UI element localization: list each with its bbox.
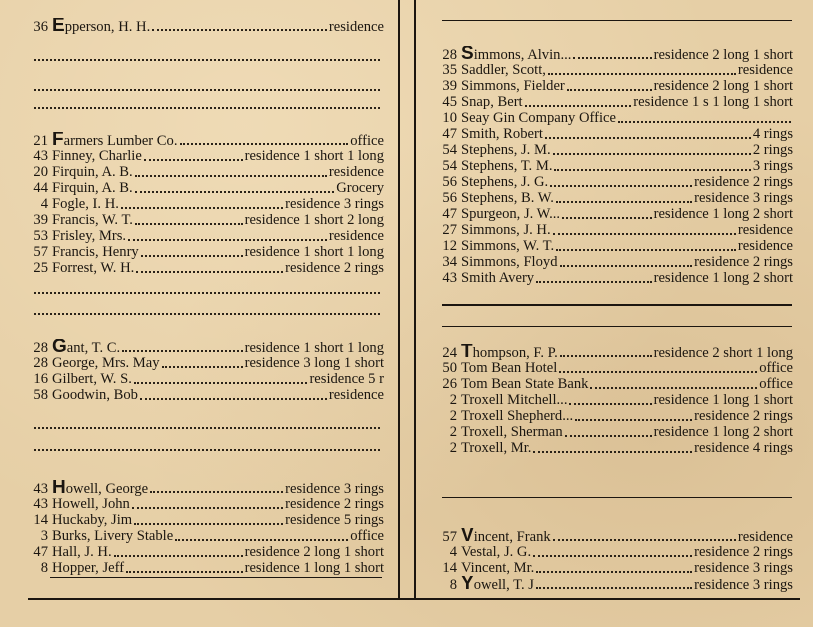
phone-number: 12 (442, 238, 457, 254)
subscriber-name: Finney, Charlie (52, 148, 142, 164)
phone-number: 39 (33, 212, 48, 228)
dot-leader (135, 171, 327, 177)
phone-number: 24 (442, 345, 457, 360)
phone-number: 39 (442, 78, 457, 94)
dot-leader (560, 351, 652, 357)
phone-number: 47 (33, 544, 48, 560)
directory-entry (437, 174, 793, 190)
ring-info: office (759, 376, 793, 392)
phone-number: 54 (442, 158, 457, 174)
ring-info: 2 rings (752, 142, 793, 158)
dot-leader (559, 367, 757, 373)
dot-leader (34, 427, 380, 429)
phone-number: 47 (442, 206, 457, 222)
blank-entry-line (28, 283, 384, 299)
blank-entry-line (28, 50, 384, 66)
subscriber-name: Stephens, T. M. (461, 158, 553, 174)
directory-entry (28, 544, 384, 560)
section-rule (442, 497, 792, 498)
ring-info: residence (328, 387, 384, 403)
subscriber-name: Seay Gin Company Office (461, 110, 616, 126)
ring-info: residence 3 rings (694, 577, 793, 592)
subscriber-name: Troxell, Mr. (461, 440, 532, 456)
directory-entry (437, 94, 793, 110)
ring-info: 3 rings (752, 158, 793, 174)
ring-info: residence 1 short 1 long (244, 244, 384, 260)
phone-number: 21 (33, 133, 48, 148)
dot-leader (560, 261, 693, 267)
phone-number: 56 (442, 190, 457, 206)
directory-entry (28, 560, 384, 576)
section-rule (442, 304, 792, 306)
ring-info: residence (328, 19, 384, 34)
phone-number: 43 (33, 148, 48, 164)
phone-number: 2 (449, 440, 457, 456)
subscriber-name: Stephens, J. M. (461, 142, 551, 158)
subscriber-name: Frisley, Mrs. (52, 228, 127, 244)
directory-entry (28, 512, 384, 528)
dot-leader (152, 25, 327, 31)
ring-info: residence 3 rings (285, 196, 384, 212)
section-initial: F (52, 132, 64, 148)
phone-number: 20 (33, 164, 48, 180)
subscriber-name: Smith Avery (461, 270, 535, 286)
ring-info: residence 1 long 2 short (653, 270, 793, 286)
phone-number: 28 (442, 47, 457, 62)
subscriber-name: Francis, W. T. (52, 212, 133, 228)
dot-leader (135, 187, 335, 193)
section-rule (442, 20, 792, 21)
ring-info: residence (737, 62, 793, 78)
dot-leader (128, 235, 327, 241)
phone-number: 34 (442, 254, 457, 270)
section-initial: G (52, 339, 67, 355)
subscriber-name: Saddler, Scott, (461, 62, 546, 78)
ring-info: residence 3 rings (694, 190, 793, 206)
phone-number: 26 (442, 376, 457, 392)
dot-leader (162, 362, 243, 368)
directory-entry (28, 371, 384, 387)
page-bottom-rule (28, 598, 800, 600)
ring-info: residence 2 rings (285, 260, 384, 276)
subscriber-name: Goodwin, Bob (52, 387, 138, 403)
column-divider (398, 0, 400, 598)
dot-leader (554, 165, 750, 171)
subscriber-name: Firquin, A. B. (52, 180, 133, 196)
dot-leader (553, 229, 736, 235)
ring-info: residence 2 rings (694, 174, 793, 190)
dot-leader (548, 69, 736, 75)
dot-leader (562, 213, 652, 219)
phone-number: 28 (33, 340, 48, 355)
subscriber-name: Yowell, T. J (461, 576, 534, 592)
ring-info: residence 2 rings (285, 496, 384, 512)
directory-entry (28, 228, 384, 244)
phone-number: 54 (442, 142, 457, 158)
subscriber-name: Simmons, J. H. (461, 222, 551, 238)
ring-info: residence 5 rings (285, 512, 384, 528)
directory-entry (437, 424, 793, 440)
directory-entry (437, 270, 793, 286)
directory-entry (28, 260, 384, 276)
dot-leader (134, 378, 308, 384)
dot-leader (553, 535, 736, 541)
subscriber-name: Forrest, W. H. (52, 260, 135, 276)
directory-entry (28, 164, 384, 180)
dot-leader (567, 85, 652, 91)
subscriber-name: Tom Bean State Bank (461, 376, 589, 392)
directory-entry (437, 560, 793, 576)
phone-number: 14 (33, 512, 48, 528)
dot-leader (150, 487, 283, 493)
dot-leader (533, 551, 692, 557)
ring-info: Grocery (336, 180, 384, 196)
subscriber-name: Spurgeon, J. W... (461, 206, 561, 222)
ring-info: residence 1 short 1 long (244, 148, 384, 164)
ring-info: residence 1 short 2 long (244, 212, 384, 228)
directory-entry (437, 544, 793, 560)
directory-entry (28, 212, 384, 228)
subscriber-name: Troxell Mitchell... (461, 392, 568, 408)
ring-info: residence (328, 228, 384, 244)
directory-entry (437, 110, 793, 126)
directory-entry (28, 339, 384, 355)
dot-leader (126, 567, 242, 573)
subscriber-name: Hopper, Jeff (52, 560, 125, 576)
section-initial: E (52, 18, 65, 34)
phone-number: 16 (33, 371, 48, 387)
phone-number: 2 (449, 392, 457, 408)
ring-info: residence (328, 164, 384, 180)
dot-leader (180, 139, 349, 145)
ring-info: residence 1 long 1 short (244, 560, 384, 576)
subscriber-name: Thompson, F. P. (461, 344, 558, 360)
directory-entry (437, 126, 793, 142)
subscriber-name: Tom Bean Hotel (461, 360, 558, 376)
section-initial: T (461, 344, 473, 360)
subscriber-name: Epperson, H. H. (52, 18, 150, 34)
directory-entry (437, 46, 793, 62)
directory-entry (28, 244, 384, 260)
phone-number: 25 (33, 260, 48, 276)
section-rule (50, 577, 382, 578)
subscriber-name: George, Mrs. May (52, 355, 160, 371)
dot-leader (140, 394, 327, 400)
ring-info: residence (737, 238, 793, 254)
dot-leader (525, 101, 632, 107)
subscriber-name: Troxell, Sherman (461, 424, 563, 440)
ring-info: residence 5 r (309, 371, 384, 387)
dot-leader (536, 567, 692, 573)
dot-leader (565, 431, 652, 437)
ring-info: residence 3 rings (285, 481, 384, 496)
directory-entry (437, 360, 793, 376)
subscriber-name: Francis, Henry (52, 244, 139, 260)
ring-info: residence (737, 222, 793, 238)
phone-number: 27 (442, 222, 457, 238)
dot-leader (545, 133, 751, 139)
dot-leader (122, 346, 242, 352)
subscriber-name: Vestal, J. G. (461, 544, 532, 560)
subscriber-name: Gilbert, W. S. (52, 371, 132, 387)
phone-number: 50 (442, 360, 457, 376)
phone-number: 4 (40, 196, 48, 212)
phone-number: 8 (449, 577, 457, 592)
dot-leader (536, 277, 651, 283)
dot-leader (114, 551, 243, 557)
dot-leader (141, 251, 243, 257)
dot-leader (569, 399, 651, 405)
dot-leader (618, 117, 791, 123)
dot-leader (34, 59, 380, 61)
dot-leader (34, 449, 380, 451)
subscriber-name: Burks, Livery Stable (52, 528, 174, 544)
directory-entry (437, 344, 793, 360)
dot-leader (533, 447, 692, 453)
section-initial: V (461, 528, 474, 544)
ring-info: residence 4 rings (694, 440, 793, 456)
subscriber-name: Farmers Lumber Co. (52, 132, 178, 148)
ring-info: residence 1 long 2 short (653, 424, 793, 440)
dot-leader (575, 415, 692, 421)
directory-entry (28, 480, 384, 496)
phone-number: 44 (33, 180, 48, 196)
ring-info: residence 3 rings (694, 560, 793, 576)
dot-leader (34, 313, 380, 315)
ring-info: residence 2 rings (694, 408, 793, 424)
directory-entry (437, 78, 793, 94)
dot-leader (556, 245, 736, 251)
phone-number: 2 (449, 424, 457, 440)
ring-info: residence 2 short 1 long (653, 345, 793, 360)
ring-info: residence 1 long 1 short (653, 392, 793, 408)
phone-number: 45 (442, 94, 457, 110)
section-initial: H (52, 480, 66, 496)
blank-entry-line (28, 80, 384, 96)
phone-number: 14 (442, 560, 457, 576)
subscriber-name: Howell, George (52, 480, 148, 496)
section-initial: Y (461, 576, 474, 592)
subscriber-name: Snap, Bert (461, 94, 523, 110)
dot-leader (553, 149, 751, 155)
ring-info: residence 2 long 1 short (244, 544, 384, 560)
phone-number: 10 (442, 110, 457, 126)
blank-entry-line (28, 98, 384, 114)
directory-entry (437, 238, 793, 254)
dot-leader (175, 535, 348, 541)
phone-number: 47 (442, 126, 457, 142)
directory-entry (28, 132, 384, 148)
subscriber-name: Huckaby, Jim (52, 512, 133, 528)
ring-info: office (350, 133, 384, 148)
directory-entry (437, 62, 793, 78)
dot-leader (556, 197, 692, 203)
directory-entry (437, 158, 793, 174)
subscriber-name: Vincent, Frank (461, 528, 551, 544)
dot-leader (536, 583, 692, 589)
ring-info: residence 1 short 1 long (244, 340, 384, 355)
dot-leader (144, 155, 243, 161)
directory-entry (28, 496, 384, 512)
dot-leader (134, 519, 283, 525)
phone-number: 35 (442, 62, 457, 78)
phone-number: 4 (449, 544, 457, 560)
directory-entry (437, 142, 793, 158)
dot-leader (34, 89, 380, 91)
dot-leader (132, 503, 283, 509)
directory-entry (437, 440, 793, 456)
directory-entry (28, 180, 384, 196)
phone-number: 56 (442, 174, 457, 190)
ring-info: residence 1 long 2 short (653, 206, 793, 222)
column-divider (414, 0, 416, 598)
ring-info: residence 3 long 1 short (244, 355, 384, 371)
section-rule (442, 326, 792, 327)
directory-entry (437, 190, 793, 206)
subscriber-name: Smith, Robert (461, 126, 543, 142)
ring-info: residence 2 rings (694, 544, 793, 560)
phone-number: 58 (33, 387, 48, 403)
directory-entry (437, 392, 793, 408)
dot-leader (121, 203, 283, 209)
ring-info: residence 2 long 1 short (653, 47, 793, 62)
ring-info: office (759, 360, 793, 376)
subscriber-name: Hall, J. H. (52, 544, 112, 560)
subscriber-name: Simmons, Floyd (461, 254, 558, 270)
subscriber-name: Stephens, J. G. (461, 174, 549, 190)
blank-entry-line (28, 440, 384, 456)
ring-info: residence 2 long 1 short (653, 78, 793, 94)
section-initial: S (461, 46, 474, 62)
phone-number: 53 (33, 228, 48, 244)
directory-entry (437, 528, 793, 544)
blank-entry-line (28, 304, 384, 320)
directory-entry (437, 254, 793, 270)
ring-info: office (350, 528, 384, 544)
phone-number: 57 (33, 244, 48, 260)
dot-leader (573, 53, 651, 59)
directory-entry (28, 387, 384, 403)
phone-number: 2 (449, 408, 457, 424)
directory-entry (437, 408, 793, 424)
subscriber-name: Simmons, Alvin... (461, 46, 571, 62)
directory-entry (28, 528, 384, 544)
directory-entry (28, 148, 384, 164)
directory-entry (437, 576, 793, 592)
directory-entry (28, 196, 384, 212)
ring-info: residence 2 rings (694, 254, 793, 270)
directory-entry (437, 206, 793, 222)
directory-entry (437, 376, 793, 392)
ring-info: 4 rings (752, 126, 793, 142)
subscriber-name: Gant, T. C. (52, 339, 120, 355)
dot-leader (590, 383, 757, 389)
directory-entry (28, 355, 384, 371)
subscriber-name: Vincent, Mr. (461, 560, 535, 576)
phone-number: 28 (33, 355, 48, 371)
phone-number: 8 (40, 560, 48, 576)
dot-leader (34, 292, 380, 294)
phone-number: 36 (33, 19, 48, 34)
ring-info: residence (737, 529, 793, 544)
directory-entry (28, 18, 384, 34)
phone-number: 43 (442, 270, 457, 286)
subscriber-name: Troxell Shepherd... (461, 408, 574, 424)
dot-leader (550, 181, 692, 187)
dot-leader (34, 107, 380, 109)
directory-entry (437, 222, 793, 238)
subscriber-name: Howell, John (52, 496, 130, 512)
subscriber-name: Fogle, I. H. (52, 196, 119, 212)
dot-leader (136, 267, 283, 273)
dot-leader (135, 219, 243, 225)
subscriber-name: Simmons, W. T. (461, 238, 555, 254)
phone-number: 3 (40, 528, 48, 544)
ring-info: residence 1 s 1 long 1 short (633, 94, 793, 110)
blank-entry-line (28, 418, 384, 434)
phone-number: 43 (33, 496, 48, 512)
subscriber-name: Firquin, A. B. (52, 164, 133, 180)
subscriber-name: Simmons, Fielder (461, 78, 565, 94)
subscriber-name: Stephens, B. W. (461, 190, 554, 206)
phone-number: 43 (33, 481, 48, 496)
phone-number: 57 (442, 529, 457, 544)
